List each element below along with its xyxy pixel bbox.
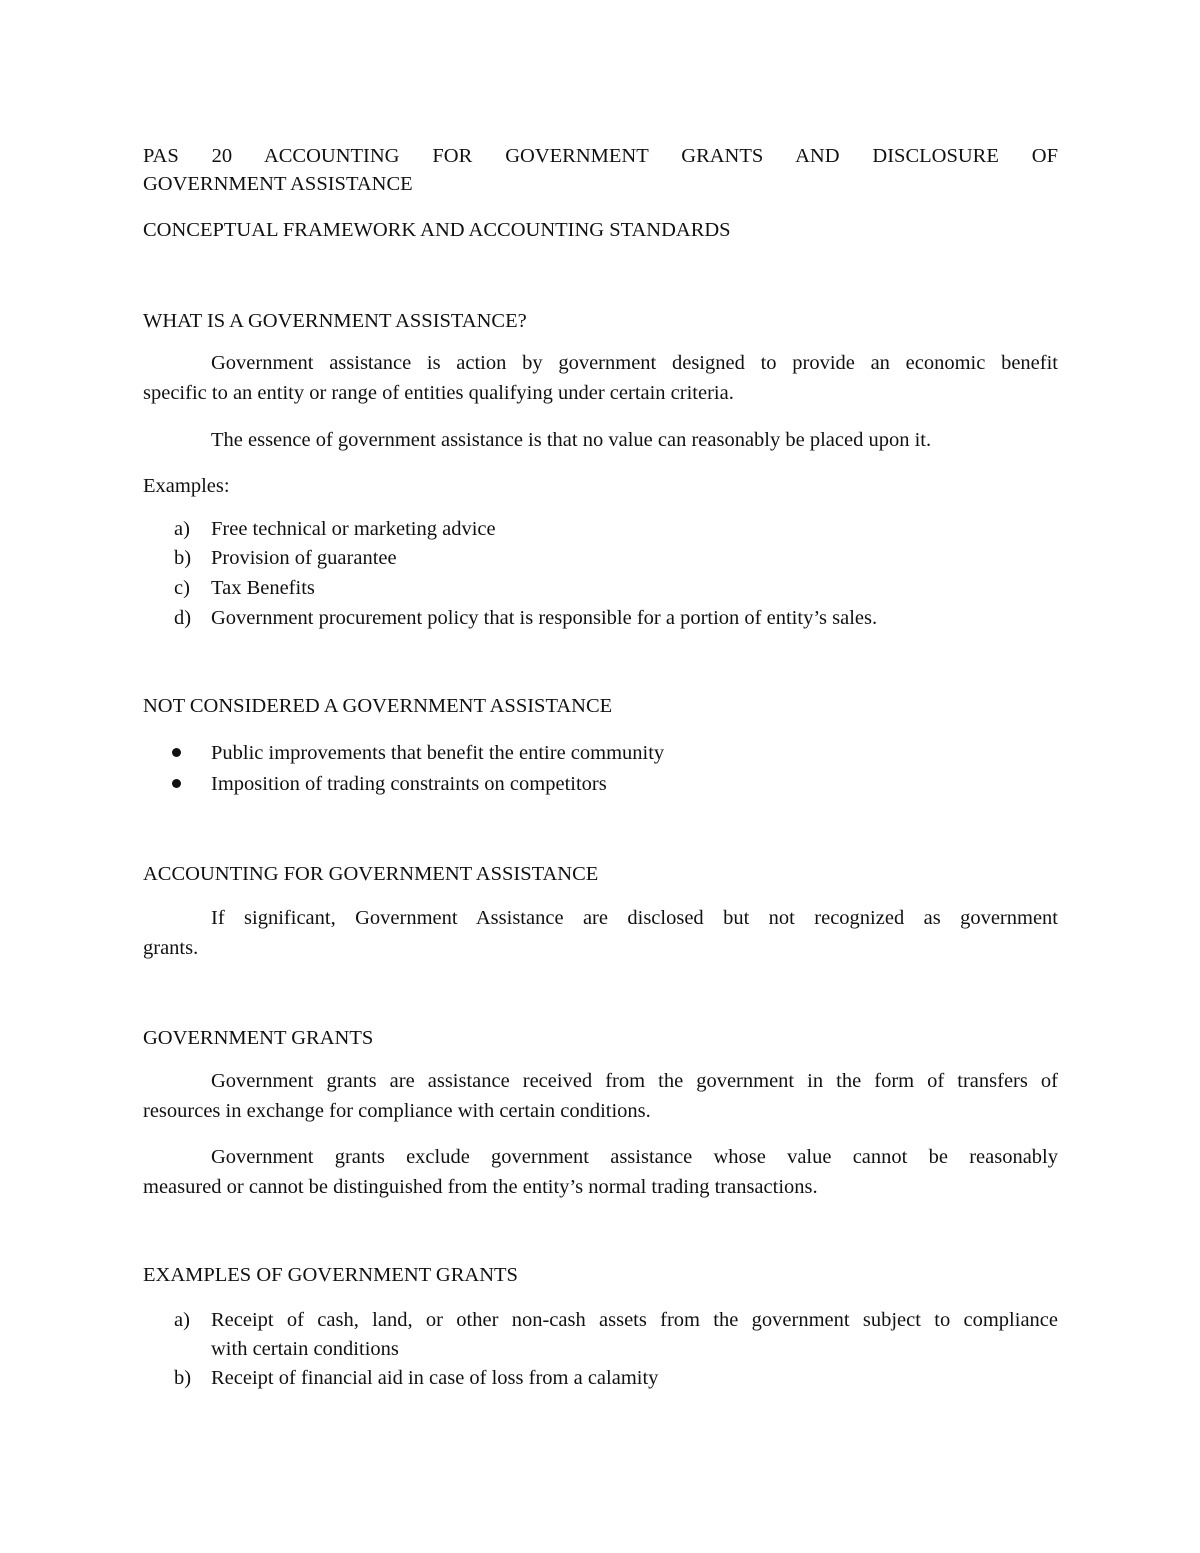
list-item: Receipt of financial aid in case of loss from a calamity xyxy=(211,1367,659,1389)
list-marker: a) xyxy=(174,1309,190,1331)
bullet-icon xyxy=(172,779,181,788)
list-marker: b) xyxy=(174,1367,192,1389)
list-item: Provision of guarantee xyxy=(211,547,397,569)
bullet-icon xyxy=(172,748,181,757)
list-item: Receipt of cash, land, or other non-cash assets from the government subject to compliance xyxy=(211,1309,1058,1331)
list-marker: c) xyxy=(174,577,190,599)
section-heading-what-is: WHAT IS A GOVERNMENT ASSISTANCE? xyxy=(143,310,527,332)
list-marker: d) xyxy=(174,607,192,629)
bullet-item: Public improvements that benefit the entire community xyxy=(211,742,665,764)
section-heading-accounting: ACCOUNTING FOR GOVERNMENT ASSISTANCE xyxy=(143,863,599,885)
document-subtitle: CONCEPTUAL FRAMEWORK AND ACCOUNTING STANDARDS xyxy=(143,219,731,241)
paragraph-line: Government assistance is action by government designed to provide an economic benefit xyxy=(211,352,1058,374)
list-item-continuation: with certain conditions xyxy=(211,1338,399,1360)
paragraph: The essence of government assistance is that no value can reasonably be placed upon it. xyxy=(211,429,932,451)
paragraph-line: grants. xyxy=(143,937,199,959)
document-title-line2: GOVERNMENT ASSISTANCE xyxy=(143,173,413,195)
section-heading-examples-of-grants: EXAMPLES OF GOVERNMENT GRANTS xyxy=(143,1264,518,1286)
paragraph-line: measured or cannot be distinguished from the entity’s normal trading transactions. xyxy=(143,1176,818,1198)
paragraph-line: specific to an entity or range of entities qualifying under certain criteria. xyxy=(143,382,734,404)
paragraph-line: Government grants are assistance received from the government in the form of transfers of xyxy=(211,1070,1058,1092)
paragraph-line: If significant, Government Assistance are disclosed but not recognized as government xyxy=(211,907,1058,929)
list-marker: b) xyxy=(174,547,192,569)
bullet-item: Imposition of trading constraints on competitors xyxy=(211,773,607,795)
paragraph-line: Government grants exclude government assistance whose value cannot be reasonably xyxy=(211,1146,1058,1168)
paragraph-line: resources in exchange for compliance with certain conditions. xyxy=(143,1100,651,1122)
section-heading-not-considered: NOT CONSIDERED A GOVERNMENT ASSISTANCE xyxy=(143,695,613,717)
examples-label: Examples: xyxy=(143,475,230,497)
list-item: Tax Benefits xyxy=(211,577,315,599)
list-marker: a) xyxy=(174,518,190,540)
list-item: Government procurement policy that is responsible for a portion of entity’s sales. xyxy=(211,607,878,629)
document-title-line1: PAS 20 ACCOUNTING FOR GOVERNMENT GRANTS AND DISCLOSURE OF xyxy=(143,145,1058,167)
list-item: Free technical or marketing advice xyxy=(211,518,496,540)
section-heading-government-grants: GOVERNMENT GRANTS xyxy=(143,1027,374,1049)
